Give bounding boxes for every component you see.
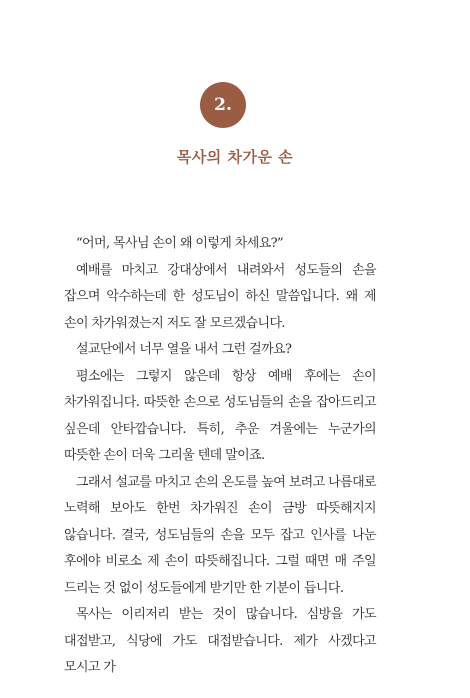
chapter-number-badge [200,82,246,128]
paragraph: 평소에는 그렇지 않은데 항상 예배 후에는 손이 차가워집니다. 따뜻한 손으로 성도님들의 손을 잡아드리고 싶은데 안타깝습니다. 특히, 추운 겨울에는 누군가의 따뜻한 손이 더욱 그리울 텐데 말이죠. [64,368,376,463]
paragraph: “어머, 목사님 손이 왜 이렇게 차세요?” [76,236,284,251]
chapter-number: 2. [214,95,232,115]
paragraph: 예배를 마치고 강대상에서 내려와서 성도들의 손을 잡으며 악수하는데 한 성도님이 하신 말씀입니다. 왜 제 손이 차가워졌는지 저도 잘 모르겠습니다. [64,262,376,331]
paragraph: 설교단에서 너무 열을 내서 그런 걸까요? [76,342,292,357]
body-text [64,231,376,682]
paragraph: 목사는 이리저리 받는 것이 많습니다. 심방을 가도 대접받고, 식당에 가도 대접받습니다. 제가 사겠다고 모시고 가 [64,607,376,675]
chapter-title: 목사의 차가운 손 [176,148,294,166]
paragraph: 그래서 설교를 마치고 손의 온도를 높여 보려고 나름대로 노력해 보아도 한번 차가워진 손이 금방 따뜻해지지 않습니다. 결국, 성도님들의 손을 모두 잡고 인사를 나눈 후에야 비로소 제 손이 따뜻해집니다. 그럴 때면 매 주일 드리는 것 없이 성도들에게 받기만 한 기분이 듭니다. [64,474,376,596]
